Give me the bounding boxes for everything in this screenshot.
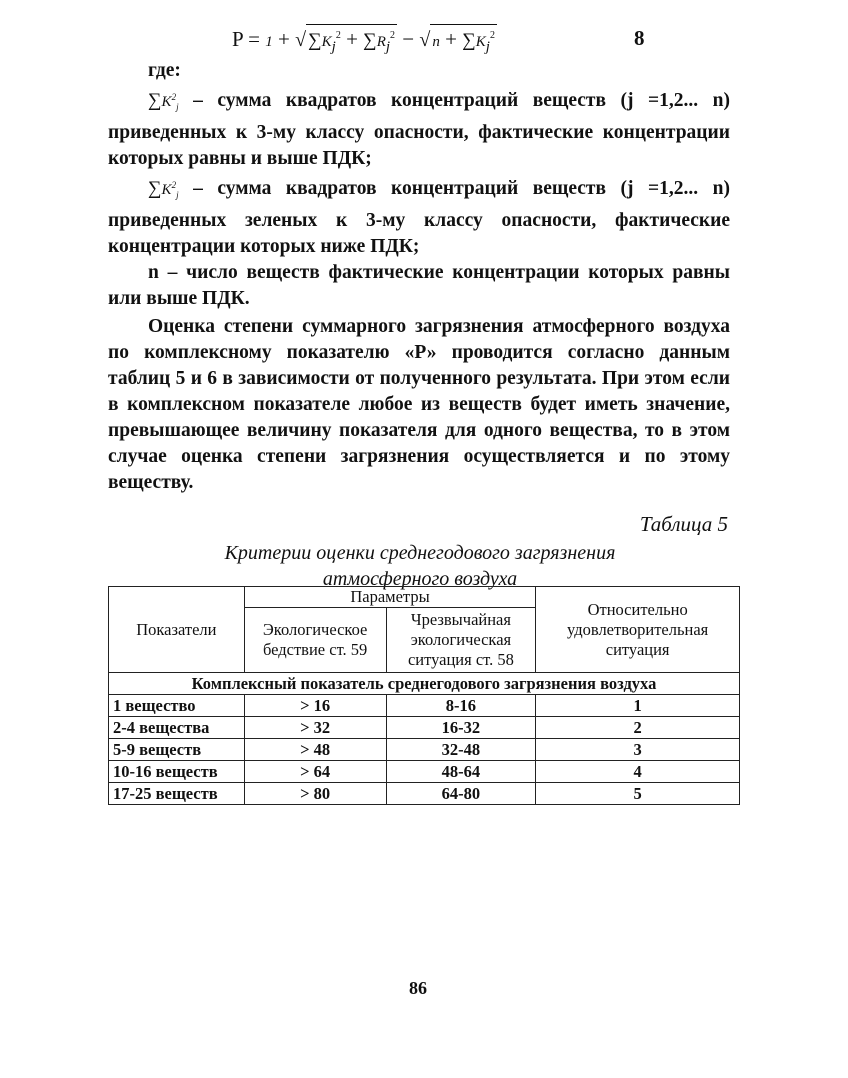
page-number: 86 xyxy=(409,978,427,998)
sum-symbol-k: $\sum K^2_j$ xyxy=(148,90,179,112)
sqrt-symbol-2: √ xyxy=(419,29,431,51)
table-title: Критерии оценки среднегодового загрязнения атмосферного воздуха xyxy=(224,542,616,590)
table-row: 5-9 веществ > 48 32-48 3 xyxy=(109,739,740,761)
table-row: 10-16 веществ > 64 48-64 4 xyxy=(109,761,740,783)
formula xyxy=(232,24,497,58)
formula-lhs: P = xyxy=(232,27,260,51)
sqrt-symbol-1: √ xyxy=(295,29,307,51)
table-subheader: Комплексный показатель среднегодового загрязнения воздуха xyxy=(109,673,740,695)
where-label: где: xyxy=(148,60,181,81)
table-row: 2-4 вещества > 32 16-32 2 xyxy=(109,717,740,739)
definitions xyxy=(108,58,730,312)
definition-1: $\sum K^2_j$ – сумма квадратов концентраций веществ (j =1,2... n) приведенных к 3-му классу опасности, фактические концентрации которых равны и выше ПДК; xyxy=(108,90,730,169)
formula-plus: + xyxy=(278,27,290,51)
definition-3: n – число веществ фактические концентрации которых равны или выше ПДК. xyxy=(108,262,730,309)
header-emergency: Чрезвычайная экологическая ситуация ст. 58 xyxy=(386,608,536,673)
formula-minus: − xyxy=(402,27,415,51)
header-indicators: Показатели xyxy=(109,587,245,673)
table-row: 17-25 веществ > 80 64-80 5 xyxy=(109,783,740,805)
header-parameters: Параметры xyxy=(244,587,536,608)
assessment-paragraph: Оценка степени суммарного загрязнения атмосферного воздуха по комплексному показателю «Р» проводится согласно данным таблиц 5 и 6 в зависимости от полученного результата. При этом если в комплексном показателе любое из веществ будет иметь значение, превышающее величину показателя для одного вещества, то в этом случае оценка степени загрязнения осуществляется и по этому веществу. xyxy=(108,316,730,493)
sum-symbol-k2: $\sum K^2_j$ xyxy=(148,178,179,200)
definition-2: $\sum K^2_j$ – сумма квадратов концентраций веществ (j =1,2... n) приведенных зеленых к 3-му классу опасности, фактические концентрации которых ниже ПДК; xyxy=(108,178,730,257)
formula-one: 1 xyxy=(265,34,273,50)
sqrt-term-2: $n + \sum K_j^2$ xyxy=(430,24,497,58)
equation-number: 8 xyxy=(634,26,645,50)
criteria-table xyxy=(108,586,740,805)
sqrt-term-1: $\sum K_j^2 + \sum R_j^2$ xyxy=(306,24,397,58)
table-row: 1 вещество > 16 8-16 1 xyxy=(109,695,740,717)
header-eco-disaster: Экологическое бедствие ст. 59 xyxy=(244,608,386,673)
header-satisfactory: Относительно удовлетворительная ситуация xyxy=(536,587,740,673)
table-label: Таблица 5 xyxy=(639,512,728,536)
